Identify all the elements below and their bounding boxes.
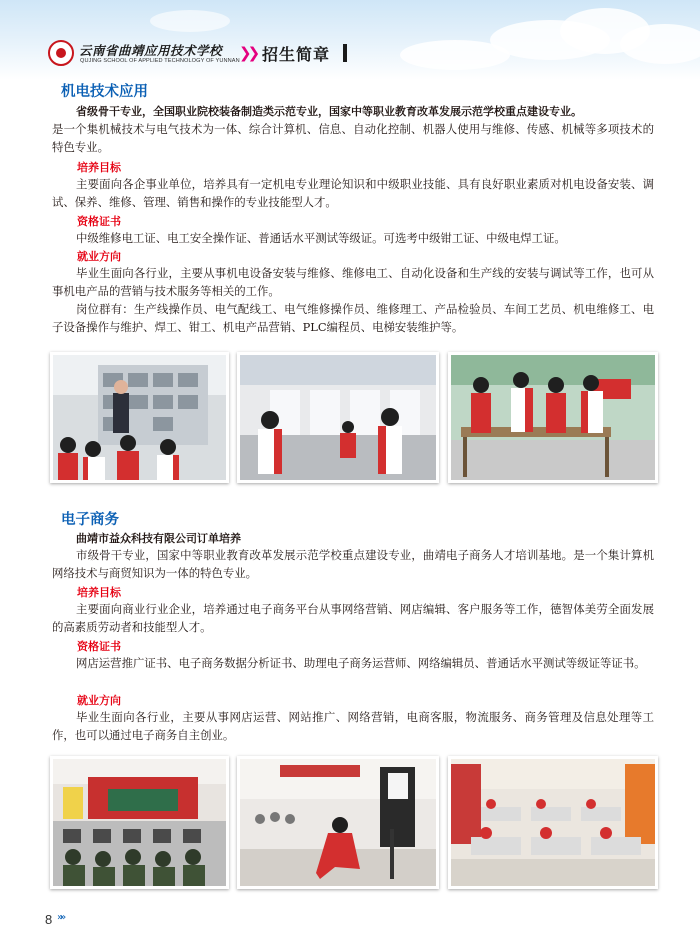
section1-intro: 是一个集机械技术与电气技术为一体、综合计算机、信息、自动化控制、机器人使用与维修、传感、机械等多项技术的特色专业。: [52, 122, 654, 154]
header-chevron-icon: ❯❯: [239, 44, 257, 62]
section2-job-label: 就业方向: [77, 694, 121, 707]
photo-electrical-lab: [50, 352, 229, 483]
school-name-cn: 云南省曲靖应用技术学校: [79, 43, 223, 58]
photo-wiring-training: [237, 352, 439, 483]
section1-cert-label: 资格证书: [77, 215, 121, 228]
section2-intro: 市级骨干专业，国家中等职业教育改革发展示范学校重点建设专业，曲靖电子商务人才培训基地。是一个集计算机网络技术与商贸知识为一体的特色专业。: [52, 548, 654, 580]
photo-ecommerce-classroom: [50, 756, 229, 889]
section2-job: 毕业生面向各行业，主要从事网店运营、网站推广、网络营销，电商客服，物流服务、商务管理及信息处理等工作，也可以通过电子商务自主创业。: [52, 710, 654, 742]
document-title: 招生简章: [262, 45, 331, 64]
photo-computer-lab: [448, 756, 658, 889]
photo-outdoor-practice: [448, 352, 658, 483]
section1-job: 毕业生面向各行业，主要从事机电设备安装与维修、维修电工、自动化设备和生产线的安装与调试等工作，也可从事机电产品的营销与技术服务等相关的工作。: [52, 266, 654, 298]
page-header: [0, 0, 700, 80]
footer-chevron-icon: »»: [57, 912, 64, 923]
section1-job-positions: 岗位群有：生产线操作员、电气配线工、电气维修操作员、维修理工、产品检验员、车间工艺员、机电维修工、电子设备操作与维护、焊工、钳工、机电产品营销、PLC编程员、电梯安装维护等。: [52, 302, 654, 334]
page-number: 8: [45, 912, 53, 927]
section2-goal: 主要面向商业行业企业，培养通过电子商务平台从事网络营销、网店编辑、客户服务等工作，德智体美劳全面发展的高素质劳动者和技能型人才。: [52, 602, 654, 634]
section1-goal: 主要面向各企事业单位，培养具有一定机电专业理论知识和中级职业技能、具有良好职业素质对机电设备安装、调试、保养、维修、管理、销售和操作的专业技能型人才。: [52, 177, 654, 209]
section2-cert-label: 资格证书: [77, 640, 121, 653]
section1-job-label: 就业方向: [77, 250, 121, 263]
photo-product-photography: [237, 756, 439, 889]
title-bar-divider: [343, 44, 347, 62]
school-logo-icon: [48, 40, 74, 66]
section1-cert: 中级维修电工证、电工安全操作证、普通话水平测试等级证。可选考中级钳工证、中级电焊工证。: [76, 231, 566, 245]
section2-goal-label: 培养目标: [77, 586, 121, 599]
section2-intro-bold: 曲靖市益众科技有限公司订单培养: [76, 532, 241, 545]
section1-goal-label: 培养目标: [77, 161, 121, 174]
section2-cert: 网店运营推广证书、电子商务数据分析证书、助理电子商务运营师、网络编辑员、普通话水平测试等级证等证书。: [76, 656, 646, 670]
section-title-mechatronics: 机电技术应用: [61, 84, 148, 100]
section1-intro-bold: 省级骨干专业，全国职业院校装备制造类示范专业，国家中等职业教育改革发展示范学校重点建设专业。: [76, 105, 582, 118]
section-title-ecommerce: 电子商务: [61, 512, 119, 528]
school-name-en: QUJING SCHOOL OF APPLIED TECHNOLOGY OF YUNNAN: [80, 58, 240, 64]
